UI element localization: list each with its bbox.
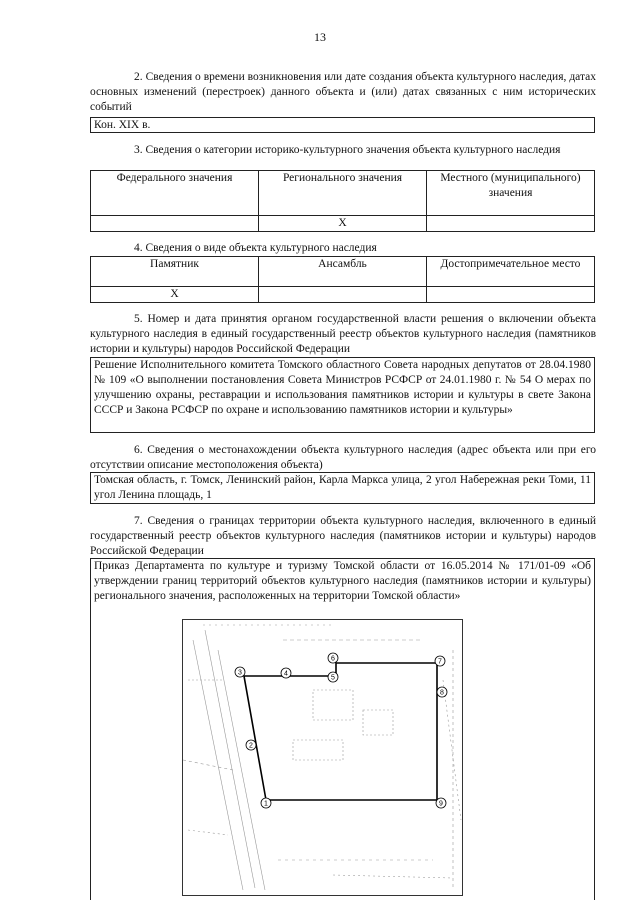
section5-value: Решение Исполнительного комитета Томского областного Совета народных депутатов от 28.04.1980 № 109 «О выполнении постановления Совета Министров РСФСР от 24.01.1980 г. № 54 О мерах по улучшению охраны, реставрации и использования памятников истории и культуры в свете Закона СССР и Закона РСФСР по охране и использованию памятников истории и культуры» — [90, 357, 595, 433]
value-regional: X — [259, 216, 427, 232]
value-ensemble — [259, 287, 427, 303]
value-landmark — [427, 287, 595, 303]
section7-value: Приказ Департамента по культуре и туризму Томской области от 16.05.2014 № 171/01-09 «Об утверждении границ территорий объектов культурного наследия (памятников истории и культуры) регионального значения, расположенных на территории Томской области» — [90, 558, 595, 605]
section6-title: 6. Сведения о местонахождении объекта культурного наследия (адрес объекта или при его отсутствии описание местоположения объекта) — [90, 444, 596, 471]
point-7-label: 7 — [438, 658, 442, 666]
point-9-label: 9 — [439, 800, 443, 808]
page-number: 13 — [314, 30, 326, 44]
section7-title: 7. Сведения о границах территории объекта культурного наследия, включенного в единый государственный реестр объектов культурного наследия (памятников истории и культуры) народов Российской Федерации — [90, 515, 596, 557]
value-local — [427, 216, 595, 232]
boundary-map — [182, 619, 463, 896]
header-landmark: Достопримечательное место — [427, 257, 595, 287]
header-regional: Регионального значения — [259, 171, 427, 216]
point-5-label: 5 — [331, 674, 335, 682]
value-monument: X — [91, 287, 259, 303]
point-3-label: 3 — [238, 669, 242, 677]
section6-value: Томская область, г. Томск, Ленинский район, Карла Маркса улица, 2 угол Набережная реки Томи, 11 угол Ленина площадь, 1 — [90, 472, 595, 504]
point-6-label: 6 — [331, 655, 335, 663]
header-federal: Федерального значения — [91, 171, 259, 216]
point-2-label: 2 — [249, 742, 253, 750]
section2-value: Кон. XIX в. — [90, 117, 595, 133]
table-row — [91, 216, 595, 232]
boundary-map-svg — [183, 620, 463, 896]
header-ensemble: Ансамбль — [259, 257, 427, 287]
value-federal — [91, 216, 259, 232]
section3-title: 3. Сведения о категории историко-культурного значения объекта культурного наследия — [134, 144, 561, 156]
section4-table — [90, 256, 595, 303]
header-monument: Памятник — [91, 257, 259, 287]
map-background-lines — [183, 625, 461, 890]
point-1-label: 1 — [264, 800, 268, 808]
table-header-row — [91, 171, 595, 216]
point-8-label: 8 — [440, 689, 444, 697]
point-4-label: 4 — [284, 670, 288, 678]
table-row — [91, 287, 595, 303]
section5-title: 5. Номер и дата принятия органом государственной власти решения о включении объекта культурного наследия в единый государственный реестр объектов культурного наследия (памятников истории и культуры) народов Российской Федерации — [90, 313, 596, 355]
section4-title: 4. Сведения о виде объекта культурного наследия — [134, 242, 377, 254]
table-header-row — [91, 257, 595, 287]
section2-title: 2. Сведения о времени возникновения или дате создания объекта культурного наследия, датах основных изменений (перестроек) данного объекта и (или) датах связанных с ним исторических событий — [90, 71, 596, 113]
boundary-polygon — [244, 663, 437, 800]
header-local: Местного (муниципального) значения — [427, 171, 595, 216]
section3-table — [90, 170, 595, 232]
